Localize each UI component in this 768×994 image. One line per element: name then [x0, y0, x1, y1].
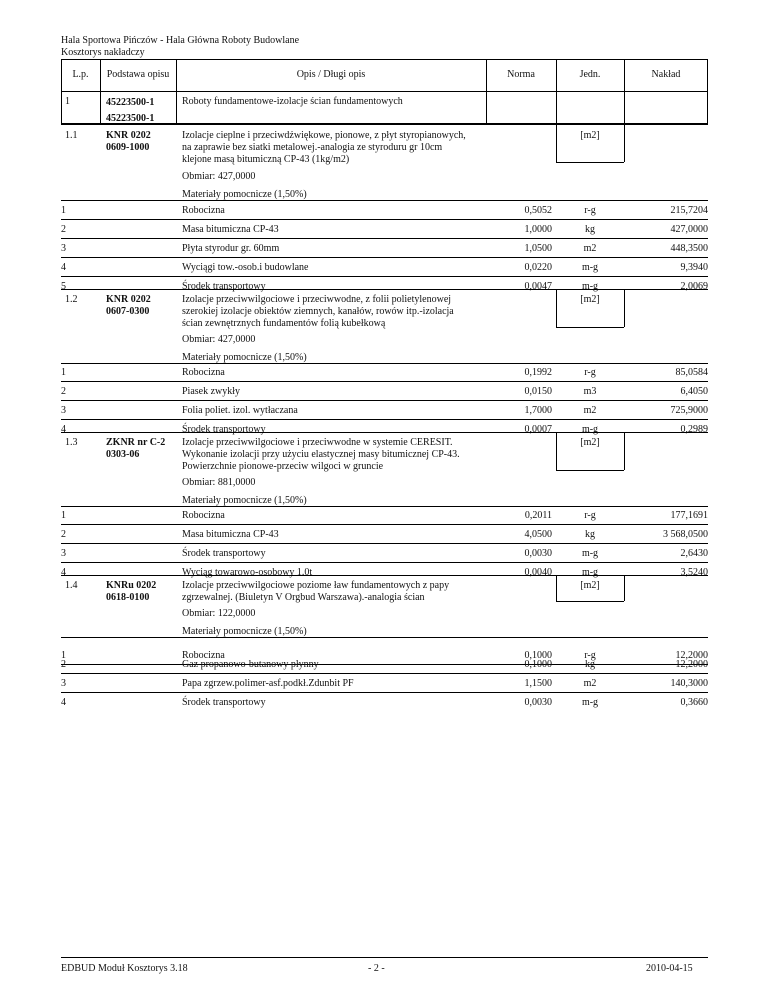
row-number: 1	[61, 650, 66, 661]
row-norma: 0,1992	[524, 367, 552, 378]
row-name: Gaz propanowo-butanowy płynny	[182, 659, 319, 670]
row-number: 2	[61, 386, 66, 397]
row-name: Masa bitumiczna CP-43	[182, 224, 279, 235]
position-materialy: Materiały pomocnicze (1,50%)	[182, 189, 307, 200]
row-name: Robocizna	[182, 367, 225, 378]
row-naklad: 2,6430	[680, 548, 708, 559]
resource-divider	[61, 381, 708, 382]
row-unit: r-g	[584, 367, 596, 378]
resource-divider	[61, 692, 708, 693]
row-unit: m2	[583, 678, 597, 689]
unit-box-bottom	[556, 601, 624, 602]
position-divider	[61, 432, 708, 433]
row-naklad: 3,5240	[680, 567, 708, 578]
row-unit: m-g	[581, 281, 599, 292]
position-description: Izolacje przeciwwilgociowe i przeciwwodne w systemie CERESIT.	[182, 437, 453, 448]
row-norma: 0,0040	[524, 567, 552, 578]
position-description: na zaprawie bez siatki metalowej.-analogia ze styroduru gr 10cm	[182, 142, 443, 153]
row-name: Piasek zwykły	[182, 386, 241, 397]
row-naklad: 3 568,0500	[663, 529, 708, 540]
position-lp: 1.4	[65, 580, 78, 591]
resource-divider	[61, 257, 708, 258]
row-name: Środek transportowy	[182, 697, 266, 708]
position-unit: [m2]	[580, 437, 600, 448]
row-naklad: 215,7204	[670, 205, 708, 216]
row-norma: 0,0047	[524, 281, 552, 292]
resource-divider	[61, 276, 708, 277]
footer-rule	[61, 957, 708, 958]
row-unit: kg	[585, 659, 595, 670]
position-divider	[61, 575, 708, 576]
row-unit: m-g	[581, 424, 599, 435]
position-description: szerokiej izolacje obiektów ziemnych, kanałów, rowów itp.-izolacja	[182, 306, 454, 317]
position-description: klejone masą bitumiczną CP-43 (1kg/m2)	[182, 154, 350, 165]
row-number: 3	[61, 243, 66, 254]
row-unit: r-g	[584, 510, 596, 521]
row-naklad: 177,1691	[670, 510, 708, 521]
resource-divider	[61, 419, 708, 420]
unit-box-right	[624, 289, 625, 327]
row-naklad: 448,3500	[670, 243, 708, 254]
unit-box-bottom	[556, 162, 624, 163]
row-name: Wyciąg towarowo-osobowy 1.0t	[182, 567, 313, 578]
row-name: Robocizna	[182, 650, 225, 661]
row-unit: m-g	[581, 567, 599, 578]
row-name: Wyciągi tow.-osob.i budowlane	[182, 262, 309, 273]
row-naklad: 427,0000	[670, 224, 708, 235]
resource-divider	[61, 673, 708, 674]
row-norma: 0,0007	[524, 424, 552, 435]
row-number: 4	[61, 697, 66, 708]
row-naklad: 725,9000	[670, 405, 708, 416]
row-norma: 0,0030	[524, 697, 552, 708]
position-obmiar: Obmiar: 427,0000	[182, 334, 256, 345]
resource-divider	[61, 637, 708, 638]
row-name: Płyta styrodur gr. 60mm	[182, 243, 280, 254]
row-naklad: 2,0069	[680, 281, 708, 292]
row-unit: m-g	[581, 697, 599, 708]
row-unit: m2	[583, 405, 597, 416]
row-number: 1	[61, 205, 66, 216]
section-code: 45223500-1	[106, 97, 155, 108]
position-description: Izolacje cieplne i przeciwdźwiękowe, pionowe, z płyt styropianowych,	[182, 130, 466, 141]
header-divider	[61, 91, 708, 92]
row-norma: 1,7000	[524, 405, 552, 416]
col-header-podstawa: Podstawa opisu	[106, 69, 170, 80]
row-naklad: 9,3940	[680, 262, 708, 273]
position-basis: 0607-0300	[106, 306, 150, 317]
row-norma: 4,0500	[524, 529, 552, 540]
position-unit: [m2]	[580, 130, 600, 141]
position-unit: [m2]	[580, 580, 600, 591]
row-norma: 0,0150	[524, 386, 552, 397]
position-description: zgrzewalnej. (Biuletyn V Orgbud Warszawa).-analogia ścian	[182, 592, 425, 603]
position-obmiar: Obmiar: 427,0000	[182, 171, 256, 182]
col-header-lp: L.p.	[72, 69, 89, 80]
row-naklad: 12,2000	[675, 659, 708, 670]
position-unit: [m2]	[580, 294, 600, 305]
position-basis: 0303-06	[106, 449, 140, 460]
row-number: 5	[61, 281, 66, 292]
row-norma: 1,0500	[524, 243, 552, 254]
unit-box-right	[624, 432, 625, 470]
unit-box-right	[624, 124, 625, 162]
row-norma: 1,1500	[524, 678, 552, 689]
row-number: 3	[61, 548, 66, 559]
row-naklad: 12,2000	[675, 650, 708, 661]
row-unit: m2	[583, 243, 597, 254]
position-basis: ZKNR nr C-2	[106, 437, 166, 448]
position-basis: KNRu 0202	[106, 580, 157, 591]
row-unit: m-g	[581, 548, 599, 559]
row-name: Robocizna	[182, 205, 225, 216]
section-lp: 1	[65, 96, 70, 107]
footer-software: EDBUD Moduł Kosztorys 3.18	[61, 963, 188, 974]
row-name: Środek transportowy	[182, 548, 266, 559]
resource-divider	[61, 562, 708, 563]
section-code-repeat: 45223500-1	[106, 113, 155, 124]
row-norma: 1,0000	[524, 224, 552, 235]
col-header-naklad: Nakład	[651, 69, 681, 80]
row-unit: kg	[585, 529, 595, 540]
row-number: 3	[61, 678, 66, 689]
unit-box-right	[624, 575, 625, 601]
resource-divider	[61, 400, 708, 401]
document-title	[61, 35, 299, 59]
position-basis: KNR 0202	[106, 130, 151, 141]
row-number: 1	[61, 367, 66, 378]
col-header-norma: Norma	[507, 69, 535, 80]
resource-divider	[61, 219, 708, 220]
position-description: Izolacje przeciwwilgociowe poziome ław fundamentowych z papy	[182, 580, 450, 591]
row-number: 2	[61, 529, 66, 540]
col-header-jedn: Jedn.	[579, 69, 601, 80]
row-unit: r-g	[584, 205, 596, 216]
row-name: Papa zgrzew.polimer-asf.podkł.Zdunbit PF	[182, 678, 354, 689]
position-obmiar: Obmiar: 122,0000	[182, 608, 256, 619]
row-norma: 0,0220	[524, 262, 552, 273]
resource-divider	[61, 200, 708, 201]
row-naklad: 0,3660	[680, 697, 708, 708]
position-materialy: Materiały pomocnicze (1,50%)	[182, 495, 307, 506]
position-description: Powierzchnie pionowe-przeciw wilgoci w gruncie	[182, 461, 384, 472]
row-number: 1	[61, 510, 66, 521]
row-name: Masa bitumiczna CP-43	[182, 529, 279, 540]
unit-box-bottom	[556, 470, 624, 471]
resource-divider	[61, 238, 708, 239]
row-name: Folia poliet. izol. wytłaczana	[182, 405, 298, 416]
row-naklad: 6,4050	[680, 386, 708, 397]
row-name: Środek transportowy	[182, 424, 266, 435]
position-description: Wykonanie izolacji przy użyciu elastycznej masy bitumicznej CP-43.	[182, 449, 460, 460]
row-name: Robocizna	[182, 510, 225, 521]
position-lp: 1.2	[65, 294, 78, 305]
row-number: 4	[61, 262, 66, 273]
document-type: Kosztorys nakładczy	[61, 47, 145, 58]
row-unit: r-g	[584, 650, 596, 661]
position-divider	[61, 124, 708, 125]
row-norma: 0,2011	[524, 510, 552, 521]
row-number: 2	[61, 224, 66, 235]
section-title: Roboty fundamentowe-izolacje ścian fundamentowych	[182, 96, 403, 107]
position-materialy: Materiały pomocnicze (1,50%)	[182, 352, 307, 363]
position-basis: 0609-1000	[106, 142, 150, 153]
row-naklad: 0,2989	[680, 424, 708, 435]
col-header-opis: Opis / Długi opis	[296, 69, 366, 80]
row-number: 3	[61, 405, 66, 416]
row-unit: m-g	[581, 262, 599, 273]
position-basis: 0618-0100	[106, 592, 150, 603]
project-title: Hala Sportowa Pińczów - Hala Główna Roboty Budowlane	[61, 35, 300, 46]
position-lp: 1.1	[65, 130, 78, 141]
row-norma: 0,0030	[524, 548, 552, 559]
position-obmiar: Obmiar: 881,0000	[182, 477, 256, 488]
unit-box-bottom	[556, 327, 624, 328]
resource-divider	[61, 543, 708, 544]
resource-divider	[61, 363, 708, 364]
row-unit: m3	[583, 386, 597, 397]
row-number: 4	[61, 424, 66, 435]
resource-divider	[61, 524, 708, 525]
row-norma: 0,1000	[524, 659, 552, 670]
row-number: 2	[61, 659, 66, 670]
position-divider	[61, 289, 708, 290]
row-unit: kg	[585, 224, 595, 235]
row-naklad: 140,3000	[670, 678, 708, 689]
row-number: 4	[61, 567, 66, 578]
position-lp: 1.3	[65, 437, 78, 448]
row-norma: 0,1000	[524, 650, 552, 661]
row-naklad: 85,0584	[675, 367, 708, 378]
footer-date: 2010-04-15	[646, 963, 693, 974]
position-basis: KNR 0202	[106, 294, 151, 305]
resource-divider	[61, 506, 708, 507]
position-materialy: Materiały pomocnicze (1,50%)	[182, 626, 307, 637]
page-number: - 2 -	[368, 963, 385, 974]
row-norma: 0,5052	[524, 205, 552, 216]
position-description: ścian zewnętrznych fundamentów folią kubełkową	[182, 318, 386, 329]
row-name: Środek transportowy	[182, 281, 266, 292]
position-description: Izolacje przeciwwilgociowe i przeciwwodne, z folii polietylenowej	[182, 294, 452, 305]
